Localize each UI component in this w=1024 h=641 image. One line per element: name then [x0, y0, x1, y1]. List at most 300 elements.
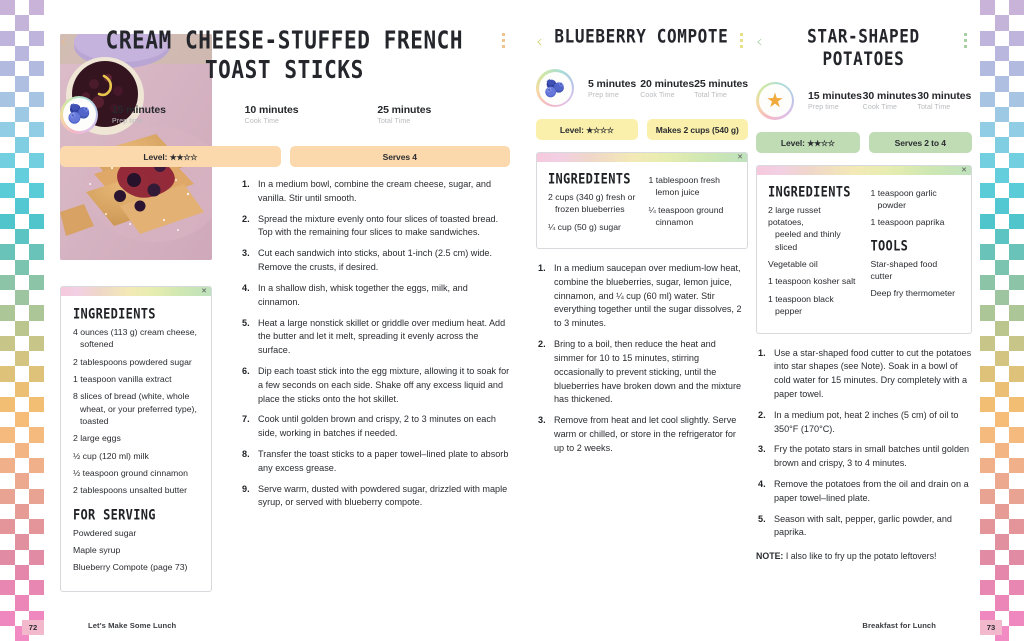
checker-cell	[995, 397, 1010, 412]
instruction-step: In a medium pot, heat 2 inches (5 cm) of oil to 350°F (170°C).	[774, 409, 959, 434]
checker-cell	[980, 489, 995, 504]
checker-cell	[29, 168, 44, 183]
checker-cell	[1009, 137, 1024, 152]
ingredients-list-col1	[768, 204, 858, 318]
checker-row	[980, 214, 1024, 229]
instruction-step: Dip each toast stick into the egg mixture, allowing it to soak for a few seconds on each side. Shake off any excess liquid and place the sticks onto the hot skillet.	[258, 365, 510, 404]
checker-cell	[980, 15, 995, 30]
checker-cell	[980, 397, 995, 412]
checker-cell	[980, 382, 995, 397]
checker-cell	[29, 76, 44, 91]
checker-cell	[995, 443, 1010, 458]
close-icon[interactable]: ✕	[961, 166, 967, 174]
checker-cell	[29, 595, 44, 610]
blueberry-icon: 🫐	[536, 69, 574, 107]
checker-cell	[980, 0, 995, 15]
level-label: Level:	[143, 151, 168, 162]
checker-cell	[980, 351, 995, 366]
checker-row	[980, 427, 1024, 442]
card-gradient-bar	[537, 153, 747, 162]
checker-cell	[0, 76, 15, 91]
checker-cell	[0, 336, 15, 351]
checker-cell	[15, 260, 30, 275]
overflow-menu-icon[interactable]	[496, 26, 510, 48]
checker-cell	[0, 489, 15, 504]
checker-cell	[1009, 92, 1024, 107]
checker-cell	[15, 46, 30, 61]
checker-cell	[15, 321, 30, 336]
checker-cell	[0, 46, 15, 61]
checker-row	[980, 443, 1024, 458]
total-time-value: 30 minutes	[917, 90, 972, 103]
checker-cell	[1009, 122, 1024, 137]
checker-cell	[995, 427, 1010, 442]
checker-cell	[980, 214, 995, 229]
checker-cell	[29, 15, 44, 30]
checker-cell	[995, 15, 1010, 30]
checker-cell	[995, 565, 1010, 580]
checker-cell	[1009, 76, 1024, 91]
checker-row	[980, 15, 1024, 30]
checker-cell	[980, 580, 995, 595]
checker-row	[0, 46, 44, 61]
checker-row	[980, 244, 1024, 259]
checker-cell	[29, 305, 44, 320]
checker-cell	[995, 489, 1010, 504]
checker-cell	[995, 229, 1010, 244]
checker-cell	[1009, 107, 1024, 122]
checker-row	[0, 61, 44, 76]
checker-cell	[0, 427, 15, 442]
checker-cell	[15, 366, 30, 381]
level-label: Level:	[559, 125, 584, 135]
checker-cell	[15, 473, 30, 488]
checker-cell	[15, 443, 30, 458]
checker-cell	[0, 183, 15, 198]
ingredients-heading: INGREDIENTS	[768, 183, 851, 200]
checker-cell	[995, 519, 1010, 534]
recipe-title: BLUEBERRY COMPOTE	[554, 24, 729, 48]
checker-cell	[995, 473, 1010, 488]
checker-cell	[995, 244, 1010, 259]
checker-cell	[995, 275, 1010, 290]
overflow-menu-icon[interactable]	[734, 26, 748, 48]
checker-row	[980, 198, 1024, 213]
cook-time-label: Cook Time	[640, 91, 675, 99]
checker-cell	[995, 580, 1010, 595]
checker-cell	[0, 92, 15, 107]
checker-row	[980, 31, 1024, 46]
checker-cell	[1009, 412, 1024, 427]
instruction-step: Heat a large nonstick skillet or griddle over medium heat. Add the butter and let it melt, spreading it evenly across the surface.	[258, 317, 506, 356]
checker-cell	[980, 458, 995, 473]
checker-row	[980, 229, 1024, 244]
ingredients-list-col1	[548, 191, 636, 233]
ingredient-item: 1 teaspoon paprika	[870, 217, 945, 228]
card-gradient-bar	[61, 287, 211, 296]
checker-row	[0, 244, 44, 259]
checker-cell	[1009, 366, 1024, 381]
checker-row	[980, 489, 1024, 504]
checker-cell	[0, 15, 15, 30]
ingredient-item: 2 tablespoons powdered sugar	[73, 356, 192, 367]
ingredients-card	[536, 152, 748, 249]
checker-cell	[15, 305, 30, 320]
checker-cell	[29, 229, 44, 244]
checker-cell	[15, 534, 30, 549]
prep-time	[588, 78, 640, 99]
decorative-checker-border-left	[0, 0, 44, 641]
checker-row	[0, 214, 44, 229]
checker-cell	[0, 550, 15, 565]
yield-badge: Serves 4	[290, 146, 511, 167]
checker-cell	[29, 458, 44, 473]
checker-cell	[1009, 550, 1024, 565]
ingredient-item-cont: frozen blueberries	[555, 204, 625, 215]
overflow-menu-icon[interactable]	[958, 26, 972, 48]
close-icon[interactable]: ✕	[737, 154, 743, 161]
checker-cell	[1009, 626, 1024, 641]
ingredient-item-cont: toasted	[80, 416, 109, 427]
checker-cell	[29, 321, 44, 336]
ingredient-item: 4 ounces (113 g) cream cheese, softened	[73, 326, 199, 351]
checker-row	[980, 519, 1024, 534]
level-badge	[60, 146, 281, 167]
ingredient-item: Maple syrup	[73, 545, 121, 556]
checker-row	[0, 427, 44, 442]
checker-cell	[15, 427, 30, 442]
checker-cell	[15, 275, 30, 290]
recipe-title: CREAM CHEESE-STUFFED FRENCH TOAST STICKS	[105, 26, 464, 84]
instruction-step: In a medium saucepan over medium-low heat, combine the blueberries, sugar, lemon juice, cinnamon, and ¼ cup (60 ml) water. Stir everything together until the sugar dissolves, 2 to 3 minutes.	[554, 263, 742, 329]
ingredient-item: 1 teaspoon kosher salt	[768, 276, 856, 287]
checker-row	[0, 580, 44, 595]
checker-cell	[995, 198, 1010, 213]
checker-cell	[15, 336, 30, 351]
checker-cell	[1009, 443, 1024, 458]
ingredient-item: 1 teaspoon black pepper	[768, 293, 858, 318]
checker-cell	[980, 473, 995, 488]
footer-right: Breakfast for Lunch	[862, 621, 936, 630]
decorative-checker-border-right	[980, 0, 1024, 641]
instruction-step: Spread the mixture evenly onto four slices of toasted bread. Top with the remaining four slices to make sandwiches.	[258, 213, 499, 238]
ingredient-item-cont: softened	[80, 339, 114, 350]
checker-row	[980, 382, 1024, 397]
prep-time-label: Prep time	[112, 118, 143, 126]
checker-row	[0, 153, 44, 168]
checker-cell	[0, 580, 15, 595]
ingredient-item: ½ cup (120 ml) milk	[73, 450, 149, 461]
checker-row	[0, 565, 44, 580]
recipe-header	[756, 24, 972, 70]
ingredient-item: Vegetable oil	[768, 259, 818, 270]
instruction-step: Bring to a boil, then reduce the heat and simmer for 10 to 15 minutes, stirring occasionally to prevent sticking, until the blueberries have broken down and the mixture has thickened.	[554, 339, 742, 405]
ingredient-item: Powdered sugar	[73, 527, 137, 538]
checker-cell	[0, 290, 15, 305]
instruction-step: Serve warm, dusted with powdered sugar, drizzled with maple syrup, or served with blueberry compote.	[258, 483, 508, 508]
checker-cell	[995, 153, 1010, 168]
checker-cell	[0, 412, 15, 427]
checker-row	[0, 305, 44, 320]
checker-cell	[1009, 15, 1024, 30]
badge-row	[536, 119, 748, 140]
total-time	[377, 104, 510, 125]
checker-row	[980, 473, 1024, 488]
checker-cell	[980, 290, 995, 305]
checker-cell	[1009, 321, 1024, 336]
checker-cell	[15, 565, 30, 580]
ingredient-item: Blueberry Compote (page 73)	[73, 562, 188, 573]
level-stars: ★★☆☆	[169, 152, 198, 162]
checker-cell	[15, 412, 30, 427]
star-icon: ★	[756, 82, 794, 120]
checker-cell	[1009, 183, 1024, 198]
checker-row	[0, 137, 44, 152]
checker-row	[980, 550, 1024, 565]
instruction-step: Cook until golden brown and crispy, 2 to 3 minutes on each side, working in batches if needed.	[258, 414, 496, 439]
checker-cell	[29, 122, 44, 137]
checker-cell	[0, 473, 15, 488]
checker-cell	[995, 214, 1010, 229]
ingredients-heading: INGREDIENTS	[73, 306, 156, 323]
checker-cell	[29, 275, 44, 290]
checker-cell	[29, 427, 44, 442]
checker-cell	[0, 198, 15, 213]
checker-cell	[15, 229, 30, 244]
checker-cell	[1009, 382, 1024, 397]
tools-heading: TOOLS	[870, 237, 909, 254]
checker-cell	[0, 458, 15, 473]
checker-cell	[0, 214, 15, 229]
checker-cell	[0, 244, 15, 259]
checker-cell	[0, 61, 15, 76]
checker-cell	[980, 168, 995, 183]
checker-cell	[980, 275, 995, 290]
checker-cell	[29, 107, 44, 122]
total-time	[694, 78, 748, 99]
checker-cell	[15, 15, 30, 30]
ingredient-item: 1 teaspoon garlic powder	[871, 187, 961, 212]
card-gradient-bar	[757, 166, 971, 175]
checker-cell	[980, 31, 995, 46]
checker-cell	[980, 260, 995, 275]
prep-time-label: Prep time	[588, 91, 619, 99]
checker-row	[0, 92, 44, 107]
instruction-step: Cut each sandwich into sticks, about 1-inch (2.5 cm) wide. Remove the crusts, if desired.	[258, 248, 493, 273]
checker-cell	[15, 168, 30, 183]
checker-cell	[1009, 214, 1024, 229]
checker-row	[0, 275, 44, 290]
checker-cell	[1009, 458, 1024, 473]
checker-row	[0, 198, 44, 213]
checker-cell	[29, 473, 44, 488]
checker-cell	[995, 504, 1010, 519]
checker-cell	[995, 458, 1010, 473]
checker-cell	[980, 229, 995, 244]
checker-cell	[0, 321, 15, 336]
checker-cell	[995, 595, 1010, 610]
instruction-step: Use a star-shaped food cutter to cut the potatoes into star shapes (see Note). Soak in a bowl of cold water for 15 minutes. Dry completely with a paper towel.	[774, 347, 972, 399]
checker-cell	[1009, 229, 1024, 244]
checker-cell	[15, 397, 30, 412]
checker-row	[0, 31, 44, 46]
checker-cell	[0, 0, 15, 15]
cook-time	[245, 104, 378, 125]
checker-row	[0, 122, 44, 137]
cook-time-label: Cook Time	[244, 118, 280, 126]
checker-cell	[15, 92, 30, 107]
checker-row	[0, 229, 44, 244]
checker-cell	[980, 443, 995, 458]
checker-cell	[15, 137, 30, 152]
checker-row	[980, 122, 1024, 137]
checker-cell	[980, 183, 995, 198]
checker-cell	[29, 260, 44, 275]
checker-cell	[1009, 565, 1024, 580]
checker-cell	[980, 534, 995, 549]
close-icon[interactable]: ✕	[201, 288, 207, 295]
checker-cell	[1009, 260, 1024, 275]
checker-cell	[1009, 595, 1024, 610]
level-stars: ★☆☆☆	[586, 126, 614, 135]
total-time-value: 25 minutes	[694, 77, 748, 90]
ingredient-item: 2 large russet potatoes, peeled and thinly sliced	[768, 204, 858, 253]
checker-cell	[15, 214, 30, 229]
cook-time	[863, 90, 918, 111]
checker-cell	[995, 46, 1010, 61]
ingredient-item: 1 teaspoon vanilla extract	[73, 374, 172, 385]
checker-row	[980, 275, 1024, 290]
prep-time-value: 5 minutes	[588, 77, 637, 90]
ingredient-item: Deep fry thermometer	[870, 288, 955, 299]
checker-cell	[29, 489, 44, 504]
checker-row	[0, 168, 44, 183]
checker-row	[0, 321, 44, 336]
total-time-label: Total Time	[917, 104, 951, 112]
checker-row	[980, 61, 1024, 76]
checker-row	[980, 137, 1024, 152]
checker-cell	[995, 92, 1010, 107]
yield-badge: Makes 2 cups (540 g)	[647, 119, 749, 140]
checker-row	[0, 412, 44, 427]
checker-cell	[15, 122, 30, 137]
ingredient-item: ½ teaspoon ground cinnamon	[73, 468, 188, 479]
yield-badge: Serves 2 to 4	[869, 132, 973, 153]
checker-cell	[15, 595, 30, 610]
instruction-step: Remove from heat and let cool slightly. Serve warm or chilled, or store in the refrigerator for up to 2 weeks.	[554, 415, 737, 453]
recipe-column-blueberry-compote	[536, 26, 748, 463]
checker-cell	[995, 366, 1010, 381]
checker-cell	[15, 382, 30, 397]
checker-cell	[980, 595, 995, 610]
checker-row	[0, 290, 44, 305]
checker-cell	[1009, 0, 1024, 15]
checker-cell	[1009, 198, 1024, 213]
checker-cell	[995, 137, 1010, 152]
checker-cell	[1009, 153, 1024, 168]
checker-cell	[0, 31, 15, 46]
checker-cell	[1009, 427, 1024, 442]
time-strip	[756, 82, 972, 120]
checker-cell	[0, 611, 15, 626]
prep-time	[808, 90, 863, 111]
checker-cell	[1009, 61, 1024, 76]
instruction-step: In a shallow dish, whisk together the eggs, milk, and cinnamon.	[258, 282, 468, 307]
french-toast-sticks-icon: 🫐	[60, 96, 98, 134]
checker-row	[0, 15, 44, 30]
checker-cell	[29, 565, 44, 580]
checker-cell	[995, 534, 1010, 549]
ingredient-item-cont: sliced	[775, 241, 798, 252]
checker-cell	[29, 382, 44, 397]
back-chevron-icon[interactable]: ‹	[60, 32, 67, 52]
checker-cell	[980, 61, 995, 76]
checker-cell	[15, 153, 30, 168]
checker-cell	[15, 504, 30, 519]
back-chevron-icon[interactable]: ‹	[756, 32, 763, 52]
checker-cell	[980, 412, 995, 427]
checker-row	[980, 351, 1024, 366]
checker-cell	[29, 443, 44, 458]
instruction-step: Fry the potato stars in small batches until golden brown and crispy, 3 to 4 minutes.	[774, 444, 970, 469]
ingredient-item: 2 cups (340 g) fresh or frozen blueberries	[548, 192, 636, 215]
checker-cell	[0, 122, 15, 137]
checker-row	[980, 580, 1024, 595]
checker-row	[980, 260, 1024, 275]
total-time-label: Total Time	[377, 118, 411, 126]
checker-cell	[980, 504, 995, 519]
checker-row	[980, 458, 1024, 473]
checker-row	[0, 397, 44, 412]
checker-row	[980, 76, 1024, 91]
prep-time-value: 15 minutes	[112, 104, 166, 117]
checker-cell	[980, 137, 995, 152]
checker-cell	[0, 443, 15, 458]
checker-cell	[0, 565, 15, 580]
checker-cell	[29, 366, 44, 381]
recipe-note	[756, 550, 972, 563]
checker-cell	[15, 550, 30, 565]
checker-row	[0, 550, 44, 565]
checker-cell	[29, 0, 44, 15]
checker-cell	[1009, 534, 1024, 549]
for-serving-heading: FOR SERVING	[73, 506, 156, 523]
checker-row	[0, 260, 44, 275]
checker-cell	[995, 122, 1010, 137]
prep-time-value: 15 minutes	[808, 90, 862, 103]
checker-cell	[0, 397, 15, 412]
footer-left: Let's Make Some Lunch	[88, 621, 177, 630]
checker-cell	[0, 275, 15, 290]
checker-cell	[980, 427, 995, 442]
checker-cell	[0, 595, 15, 610]
checker-cell	[15, 489, 30, 504]
checker-cell	[1009, 336, 1024, 351]
back-chevron-icon[interactable]: ‹	[536, 32, 543, 52]
checker-cell	[0, 504, 15, 519]
checker-row	[980, 168, 1024, 183]
checker-cell	[29, 31, 44, 46]
instruction-list	[756, 347, 972, 541]
checker-cell	[29, 46, 44, 61]
checker-row	[980, 46, 1024, 61]
checker-cell	[29, 397, 44, 412]
checker-cell	[995, 550, 1010, 565]
checker-cell	[980, 76, 995, 91]
checker-cell	[29, 290, 44, 305]
ingredients-heading: INGREDIENTS	[548, 171, 631, 188]
total-time-label: Total Time	[694, 91, 728, 99]
